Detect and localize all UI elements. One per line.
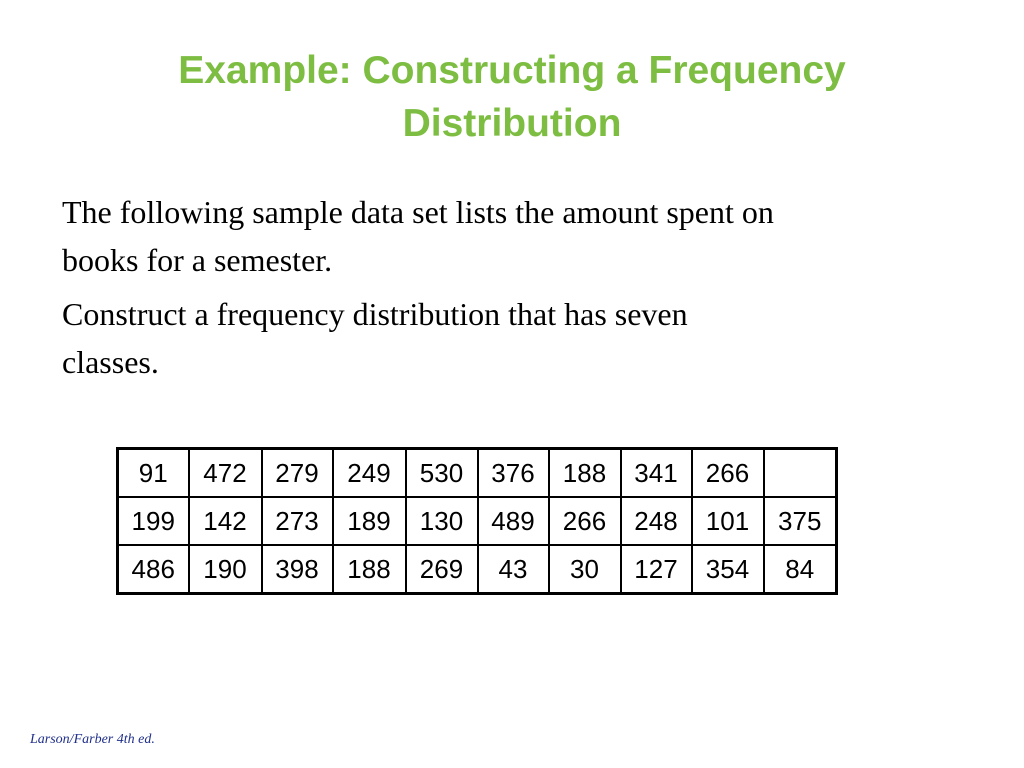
table-cell: 91 <box>118 449 189 498</box>
table-cell: 341 <box>621 449 692 498</box>
table-cell: 142 <box>189 497 262 545</box>
table-cell: 188 <box>549 449 621 498</box>
intro-paragraph <box>62 188 972 284</box>
table-cell: 273 <box>262 497 333 545</box>
instruction-line-2: classes. <box>62 344 159 380</box>
table-cell: 269 <box>406 545 478 594</box>
slide-body <box>62 188 972 392</box>
table-cell: 190 <box>189 545 262 594</box>
table-cell: 84 <box>764 545 837 594</box>
table-cell: 472 <box>189 449 262 498</box>
table-row <box>118 497 837 545</box>
table-cell: 354 <box>692 545 764 594</box>
table-cell: 398 <box>262 545 333 594</box>
table-cell: 249 <box>333 449 406 498</box>
table-cell: 189 <box>333 497 406 545</box>
table-cell: 199 <box>118 497 189 545</box>
table-cell: 127 <box>621 545 692 594</box>
table-cell: 188 <box>333 545 406 594</box>
slide-title-line-1: Example: Constructing a Frequency <box>178 49 846 92</box>
slide-title <box>62 44 962 150</box>
table-cell: 30 <box>549 545 621 594</box>
table-cell: 130 <box>406 497 478 545</box>
footer-credit: Larson/Farber 4th ed. <box>30 732 155 747</box>
table-cell: 248 <box>621 497 692 545</box>
table-row <box>118 449 837 498</box>
intro-line-2: books for a semester. <box>62 242 333 278</box>
table-row <box>118 545 837 594</box>
table-cell: 489 <box>478 497 549 545</box>
table-cell: 266 <box>549 497 621 545</box>
intro-line-1: The following sample data set lists the amount spent on <box>62 194 774 230</box>
table-cell: 375 <box>764 497 837 545</box>
instruction-paragraph <box>62 290 972 386</box>
instruction-line-1: Construct a frequency distribution that has seven <box>62 296 688 332</box>
table-cell: 486 <box>118 545 189 594</box>
table-cell: 279 <box>262 449 333 498</box>
table-cell: 43 <box>478 545 549 594</box>
table-cell: 530 <box>406 449 478 498</box>
table-cell: 266 <box>692 449 764 498</box>
slide-title-line-2: Distribution <box>402 102 622 145</box>
table-cell <box>764 449 837 498</box>
table-cell: 376 <box>478 449 549 498</box>
sample-data-table <box>116 447 838 595</box>
table-cell: 101 <box>692 497 764 545</box>
